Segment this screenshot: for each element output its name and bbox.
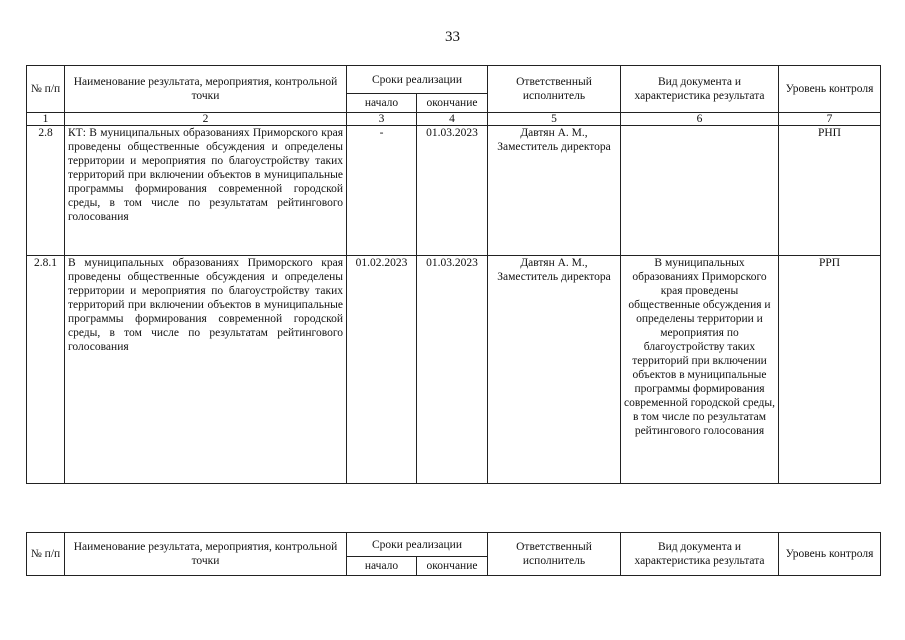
table-row [27, 126, 881, 256]
row-start: - [347, 126, 417, 256]
row-responsible: Давтян А. М., Заместитель директора [488, 256, 621, 484]
header-doc-type: Вид документа и характеристика результата [621, 66, 779, 113]
row-doc-type: В муниципальных образованиях Приморского края проведены общественные обсуждения и определены территории и мероприятия по благоустройству таких территорий при включении объектов в муниципальные программы формирования современной городской среды, в том числе по результатам рейтингового голосования [621, 256, 779, 484]
row-control-level: РРП [779, 256, 881, 484]
row-num: 2.8.1 [27, 256, 65, 484]
header-responsible: Ответственный исполнитель [488, 533, 621, 576]
row-control-level: РНП [779, 126, 881, 256]
header-responsible: Ответственный исполнитель [488, 66, 621, 113]
header-name: Наименование результата, мероприятия, контрольной точки [65, 66, 347, 113]
column-number: 7 [779, 113, 881, 126]
column-number: 5 [488, 113, 621, 126]
column-number: 3 [347, 113, 417, 126]
header-doc-type: Вид документа и характеристика результата [621, 533, 779, 576]
header-start: начало [347, 557, 417, 576]
header-num: № п/п [27, 66, 65, 113]
row-name: В муниципальных образованиях Приморского края проведены общественные обсуждения и определены территории и мероприятия по благоустройству таких территорий при включении объектов в муниципальные программы формирования современной городской среды, в том числе по результатам рейтингового голосования [65, 256, 347, 484]
column-number: 6 [621, 113, 779, 126]
header-num: № п/п [27, 533, 65, 576]
header-end: окончание [417, 557, 488, 576]
table-row [27, 256, 881, 484]
header-terms: Сроки реализации [347, 533, 488, 557]
page-number: 33 [445, 29, 460, 45]
row-name: КТ: В муниципальных образованиях Приморского края проведены общественные обсуждения и определены территории и мероприятия по благоустройству таких территорий при включении объектов в муниципальные программы формирования современной городской среды, в том числе по результатам рейтингового голосования [65, 126, 347, 256]
column-number: 4 [417, 113, 488, 126]
row-responsible: Давтян А. М., Заместитель директора [488, 126, 621, 256]
header-end: окончание [417, 94, 488, 113]
header-start: начало [347, 94, 417, 113]
plan-table-header-repeat [26, 532, 881, 576]
row-end: 01.03.2023 [417, 126, 488, 256]
row-end: 01.03.2023 [417, 256, 488, 484]
header-name: Наименование результата, мероприятия, контрольной точки [65, 533, 347, 576]
row-doc-type [621, 126, 779, 256]
column-number: 2 [65, 113, 347, 126]
plan-table [26, 65, 881, 484]
header-control-level: Уровень контроля [779, 66, 881, 113]
row-start: 01.02.2023 [347, 256, 417, 484]
row-num: 2.8 [27, 126, 65, 256]
column-number: 1 [27, 113, 65, 126]
header-terms: Сроки реализации [347, 66, 488, 94]
header-control-level: Уровень контроля [779, 533, 881, 576]
